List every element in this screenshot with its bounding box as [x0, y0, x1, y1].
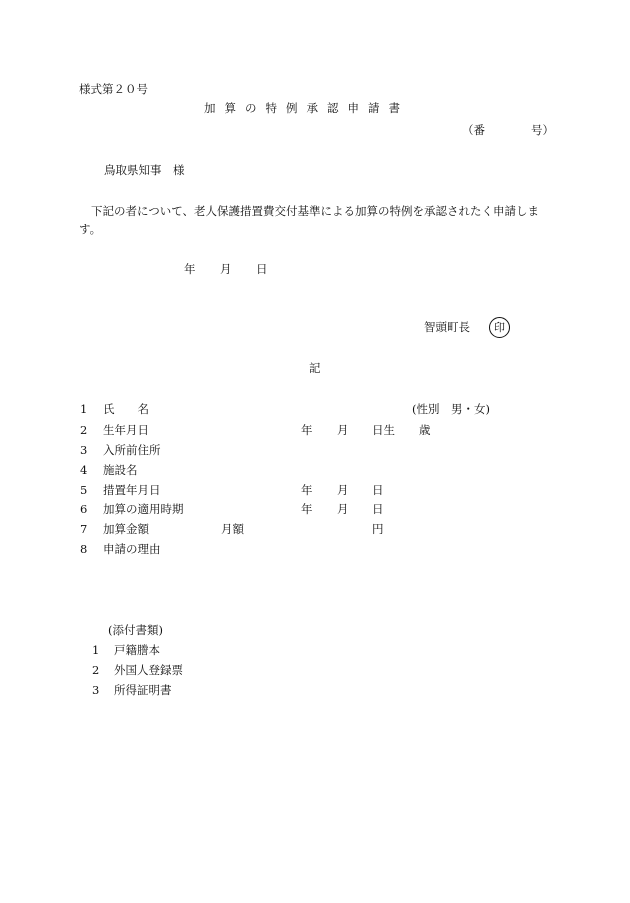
age: 歳	[419, 423, 431, 437]
body-line-2: す。	[79, 222, 102, 236]
date-month: 月	[220, 262, 232, 276]
gender-field: (性別 男・女)	[412, 402, 490, 416]
item-label: 施設名	[103, 463, 138, 477]
item-label: 氏 名	[103, 402, 149, 416]
item-number: 7	[80, 522, 88, 536]
item-label: 措置年月日	[103, 483, 161, 497]
measure-day: 日	[372, 483, 384, 497]
item-number: 6	[80, 502, 88, 516]
attachment-number: 3	[92, 683, 100, 697]
item-label: 生年月日	[103, 423, 149, 437]
item-number: 8	[80, 542, 88, 556]
form-title: 加算の特例承認申請書	[204, 101, 409, 115]
attachments-heading: (添付書類)	[108, 623, 163, 637]
applicant-title: 智頭町長	[424, 320, 470, 334]
attachment-label: 外国人登録票	[114, 663, 183, 677]
apply-year: 年	[301, 502, 313, 516]
item-number: 2	[80, 423, 88, 437]
item-number: 3	[80, 443, 88, 457]
item-label: 申請の理由	[103, 542, 161, 556]
apply-day: 日	[372, 502, 384, 516]
measure-year: 年	[301, 483, 313, 497]
apply-month: 月	[337, 502, 349, 516]
item-label: 入所前住所	[103, 443, 161, 457]
item-label: 加算金額	[103, 522, 149, 536]
ki-heading: 記	[309, 361, 321, 375]
birth-year: 年	[301, 423, 313, 437]
birth-day: 日生	[372, 423, 395, 437]
number-close: 号）	[531, 123, 554, 137]
yen-label: 円	[372, 522, 384, 536]
number-open: （番	[462, 123, 485, 137]
attachment-number: 1	[92, 643, 100, 657]
birth-month: 月	[337, 423, 349, 437]
item-number: 1	[80, 402, 88, 416]
seal-mark: 印	[489, 317, 510, 338]
attachment-label: 所得証明書	[114, 683, 172, 697]
body-line-1: 下記の者について、老人保護措置費交付基準による加算の特例を承認されたく申請しま	[91, 204, 540, 218]
attachment-number: 2	[92, 663, 100, 677]
measure-month: 月	[337, 483, 349, 497]
form-number: 様式第２０号	[79, 82, 148, 96]
item-label: 加算の適用時期	[103, 502, 184, 516]
monthly-label: 月額	[221, 522, 244, 536]
item-number: 5	[80, 483, 88, 497]
date-year: 年	[184, 262, 196, 276]
addressee: 鳥取県知事 様	[104, 163, 185, 177]
date-day: 日	[256, 262, 268, 276]
attachment-label: 戸籍謄本	[114, 643, 160, 657]
item-number: 4	[80, 463, 88, 477]
